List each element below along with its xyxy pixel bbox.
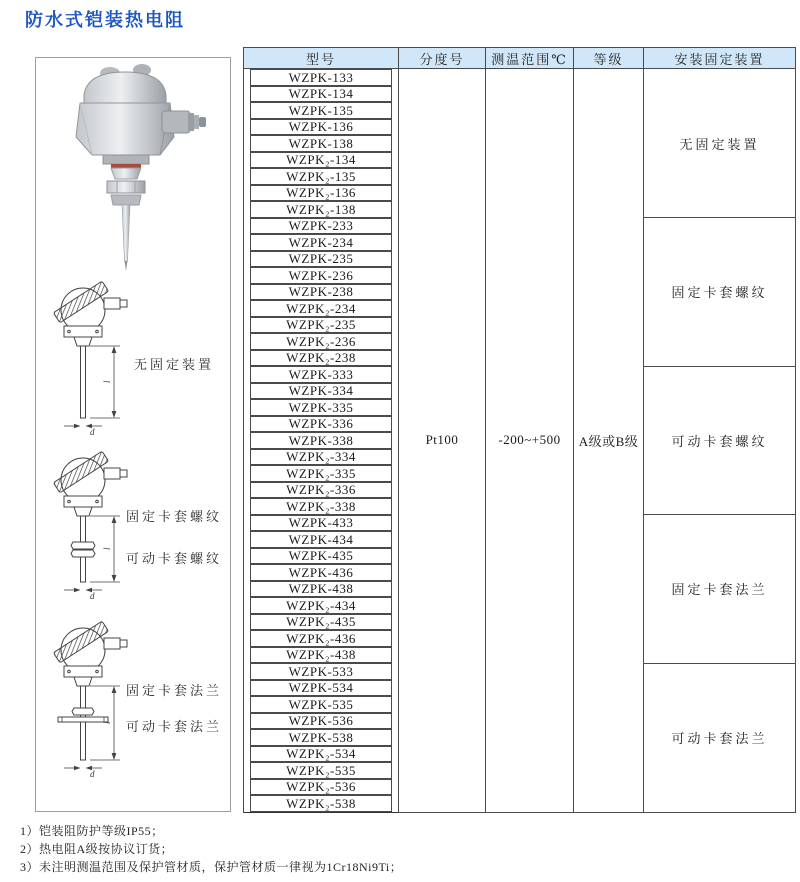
model-cell xyxy=(244,581,399,598)
model-cell xyxy=(244,317,399,334)
model-value: WZPK-536 xyxy=(250,713,392,730)
model-value: WZPK-535 xyxy=(250,696,392,713)
model-value: WZPK₂-338 xyxy=(250,498,392,515)
model-cell xyxy=(244,201,399,218)
model-cell xyxy=(244,152,399,169)
model-value: WZPK-235 xyxy=(250,251,392,268)
model-cell xyxy=(244,762,399,779)
header-model: 型号 xyxy=(244,48,399,69)
model-cell xyxy=(244,416,399,433)
model-value: WZPK-334 xyxy=(250,383,392,400)
model-cell xyxy=(244,267,399,284)
model-cell xyxy=(244,69,399,86)
model-value: WZPK₂-138 xyxy=(250,201,392,218)
model-value: WZPK-133 xyxy=(250,69,392,86)
mounting-cell: 可动卡套螺纹 xyxy=(644,366,796,515)
model-value: WZPK-238 xyxy=(250,284,392,301)
model-cell xyxy=(244,746,399,763)
model-value: WZPK₂-236 xyxy=(250,333,392,350)
model-cell xyxy=(244,102,399,119)
model-value: WZPK₂-538 xyxy=(250,795,392,812)
spec-table-body xyxy=(244,69,796,813)
model-value: WZPK₂-235 xyxy=(250,317,392,334)
model-value: WZPK₂-334 xyxy=(250,449,392,466)
model-value: WZPK-134 xyxy=(250,86,392,103)
figure-label-fixed-thread: 固定卡套螺纹 xyxy=(126,509,223,524)
svg-text:d: d xyxy=(90,769,95,778)
model-cell xyxy=(244,383,399,400)
model-value: WZPK-435 xyxy=(250,548,392,565)
model-cell xyxy=(244,135,399,152)
model-cell xyxy=(244,696,399,713)
model-value: WZPK₂-136 xyxy=(250,185,392,202)
model-cell xyxy=(244,168,399,185)
page-title: 防水式铠装热电阻 xyxy=(25,10,185,30)
model-value: WZPK₂-238 xyxy=(250,350,392,367)
model-value: WZPK₂-536 xyxy=(250,779,392,796)
model-cell xyxy=(244,795,399,812)
footnotes xyxy=(20,822,402,876)
model-value: WZPK-534 xyxy=(250,680,392,697)
model-value: WZPK₂-234 xyxy=(250,300,392,317)
model-value: WZPK₂-534 xyxy=(250,746,392,763)
svg-text:d: d xyxy=(90,427,95,437)
model-value: WZPK₂-434 xyxy=(250,597,392,614)
model-cell xyxy=(244,713,399,730)
model-cell xyxy=(244,300,399,317)
model-value: WZPK₂-435 xyxy=(250,614,392,631)
range-cell: -200~+500 xyxy=(486,69,574,813)
model-cell xyxy=(244,366,399,383)
figure-label-no-fixing: 无固定装置 xyxy=(134,357,215,372)
model-cell xyxy=(244,350,399,367)
figure-label-movable-thread: 可动卡套螺纹 xyxy=(126,551,223,566)
model-value: WZPK₂-135 xyxy=(250,168,392,185)
grade-cell: A级或B级 xyxy=(574,69,644,813)
model-cell xyxy=(244,614,399,631)
header-grade: 等级 xyxy=(574,48,644,69)
header-mounting: 安装固定装置 xyxy=(644,48,796,69)
model-value: WZPK-533 xyxy=(250,663,392,680)
model-value: WZPK-436 xyxy=(250,564,392,581)
footnote-1: 1）铠装阻防护等级IP55； xyxy=(20,824,164,838)
model-cell xyxy=(244,564,399,581)
model-cell xyxy=(244,185,399,202)
model-cell xyxy=(244,251,399,268)
svg-text:l: l xyxy=(102,547,112,550)
spec-table xyxy=(243,47,796,813)
model-cell xyxy=(244,779,399,796)
model-cell xyxy=(244,465,399,482)
footnote-2: 2）热电阻A级按协议订货； xyxy=(20,842,174,856)
model-value: WZPK-333 xyxy=(250,366,392,383)
model-value: WZPK-236 xyxy=(250,267,392,284)
model-cell xyxy=(244,333,399,350)
model-value: WZPK₂-436 xyxy=(250,630,392,647)
svg-text:l: l xyxy=(102,380,112,383)
model-value: WZPK-338 xyxy=(250,432,392,449)
sensor-diagram-thread xyxy=(48,450,148,600)
model-value: WZPK-538 xyxy=(250,729,392,746)
mounting-cell: 无固定装置 xyxy=(644,69,796,218)
model-value: WZPK₂-438 xyxy=(250,647,392,664)
model-value: WZPK-438 xyxy=(250,581,392,598)
sensor-diagram-no-fixing xyxy=(48,280,148,438)
footnote-3: 3）未注明测温范围及保护管材质，保护管材质一律视为1Cr18Ni9Ti； xyxy=(20,860,403,874)
model-cell xyxy=(244,548,399,565)
svg-text:d: d xyxy=(90,591,95,600)
model-cell xyxy=(244,680,399,697)
mounting-cell: 固定卡套法兰 xyxy=(644,515,796,664)
model-value: WZPK-138 xyxy=(250,135,392,152)
model-value: WZPK-433 xyxy=(250,515,392,532)
figure-label-movable-flange: 可动卡套法兰 xyxy=(126,719,223,734)
model-value: WZPK₂-335 xyxy=(250,465,392,482)
model-value: WZPK-335 xyxy=(250,399,392,416)
model-value: WZPK₂-535 xyxy=(250,762,392,779)
header-range: 测温范围℃ xyxy=(486,48,574,69)
model-value: WZPK-233 xyxy=(250,218,392,235)
model-cell xyxy=(244,498,399,515)
header-graduation: 分度号 xyxy=(399,48,486,69)
sensor-photo-image xyxy=(46,63,221,275)
figure-label-fixed-flange: 固定卡套法兰 xyxy=(126,683,223,698)
model-cell xyxy=(244,399,399,416)
mounting-cell: 可动卡套法兰 xyxy=(644,663,796,812)
mounting-cell: 固定卡套螺纹 xyxy=(644,218,796,367)
model-value: WZPK-434 xyxy=(250,531,392,548)
model-cell xyxy=(244,234,399,251)
model-value: WZPK-336 xyxy=(250,416,392,433)
model-cell xyxy=(244,663,399,680)
model-cell xyxy=(244,432,399,449)
model-cell xyxy=(244,284,399,301)
model-cell xyxy=(244,729,399,746)
model-cell xyxy=(244,119,399,136)
model-cell xyxy=(244,531,399,548)
figure-panel xyxy=(35,57,231,812)
model-value: WZPK-135 xyxy=(250,102,392,119)
model-value: WZPK-234 xyxy=(250,234,392,251)
model-cell xyxy=(244,630,399,647)
model-cell xyxy=(244,218,399,235)
svg-text:l: l xyxy=(102,721,112,724)
model-cell xyxy=(244,449,399,466)
model-cell xyxy=(244,515,399,532)
table-row xyxy=(244,69,796,86)
model-value: WZPK₂-134 xyxy=(250,152,392,169)
table-header-row xyxy=(244,48,796,69)
model-cell xyxy=(244,86,399,103)
model-cell xyxy=(244,597,399,614)
model-value: WZPK-136 xyxy=(250,119,392,136)
graduation-cell: Pt100 xyxy=(399,69,486,813)
model-value: WZPK₂-336 xyxy=(250,482,392,499)
model-cell xyxy=(244,647,399,664)
model-cell xyxy=(244,482,399,499)
sensor-diagram-flange xyxy=(48,620,148,778)
